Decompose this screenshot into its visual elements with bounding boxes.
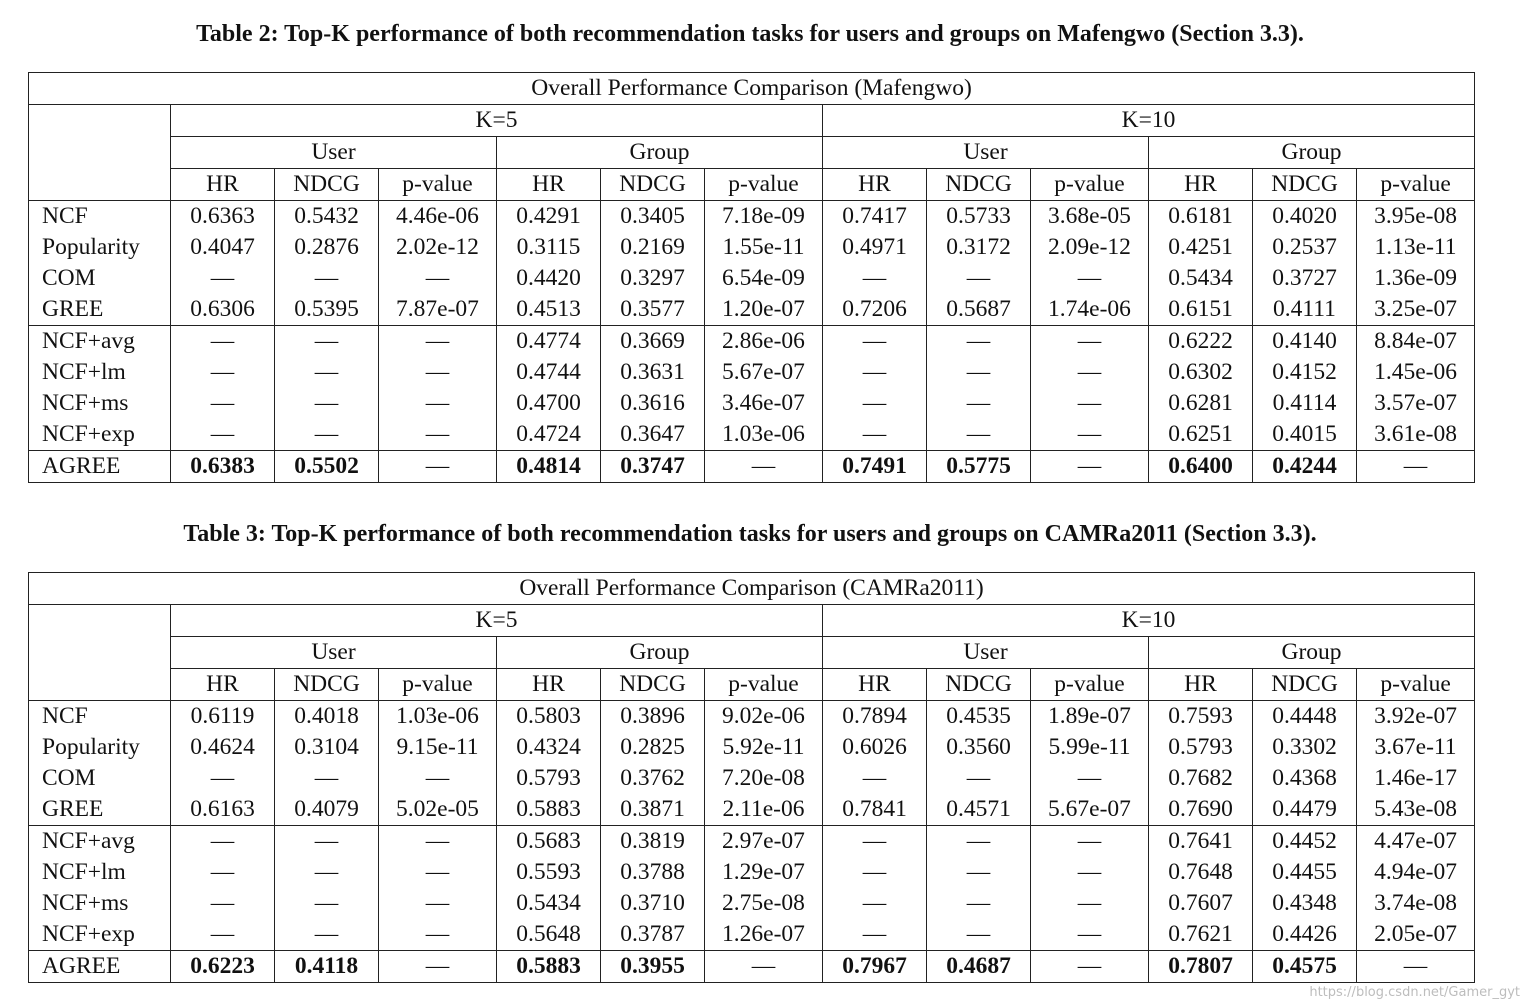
metric-header: NDCG (927, 669, 1031, 701)
table-row (29, 763, 1475, 794)
table-row (29, 919, 1475, 951)
table-cell: 1.26e-07 (705, 919, 823, 951)
table-row (29, 201, 1475, 233)
table-row (29, 326, 1475, 358)
task-header: User (171, 137, 497, 169)
table-cell: 0.3762 (601, 763, 705, 794)
table-cell: 2.11e-06 (705, 794, 823, 826)
table-row (29, 294, 1475, 326)
table-cell: 0.4114 (1253, 388, 1357, 419)
table-cell: — (171, 419, 275, 451)
table-cell: — (379, 326, 497, 358)
table-cell: 0.3631 (601, 357, 705, 388)
table-cell: — (1031, 357, 1149, 388)
table-cell: — (823, 357, 927, 388)
table-cell: — (927, 763, 1031, 794)
table-cell: 0.7621 (1149, 919, 1253, 951)
table-cell: — (1031, 857, 1149, 888)
table-cell: 0.3788 (601, 857, 705, 888)
table-cell: — (379, 826, 497, 858)
task-header: User (171, 637, 497, 669)
table-row (29, 263, 1475, 294)
task-header: Group (1149, 637, 1475, 669)
table-cell: 0.3302 (1253, 732, 1357, 763)
table-row (29, 451, 1475, 483)
table-cell: — (823, 419, 927, 451)
table-cell: — (1357, 451, 1475, 483)
table-cell: 1.45e-06 (1357, 357, 1475, 388)
table-cell: 0.7641 (1149, 826, 1253, 858)
table-cell: — (823, 263, 927, 294)
table-cell: — (379, 951, 497, 983)
table-cell: 0.4079 (275, 794, 379, 826)
table-cell: 0.4420 (497, 263, 601, 294)
table-cell: 0.3104 (275, 732, 379, 763)
table-cell: — (1031, 326, 1149, 358)
table-cell: 0.4324 (497, 732, 601, 763)
table-cell: — (171, 357, 275, 388)
table-cell: 0.4724 (497, 419, 601, 451)
table-cell: 2.75e-08 (705, 888, 823, 919)
table-cell: 0.6163 (171, 794, 275, 826)
table-cell: 0.4018 (275, 701, 379, 733)
table-cell: 0.6383 (171, 451, 275, 483)
metric-header: NDCG (1253, 169, 1357, 201)
table-cell: 0.3616 (601, 388, 705, 419)
table-cell: 0.2169 (601, 232, 705, 263)
table-cell: 0.4244 (1253, 451, 1357, 483)
method-name: NCF+ms (29, 388, 171, 419)
table-row (29, 232, 1475, 263)
table-cell: — (927, 419, 1031, 451)
table-cell: 0.7967 (823, 951, 927, 983)
table-cell: 0.4513 (497, 294, 601, 326)
table-cell: 5.67e-07 (705, 357, 823, 388)
table-cell: — (275, 388, 379, 419)
table-cell: — (379, 388, 497, 419)
table-cell: — (1031, 951, 1149, 983)
table-cell: 0.3787 (601, 919, 705, 951)
table-row (29, 857, 1475, 888)
table-cell: — (275, 888, 379, 919)
table-cell: 0.3955 (601, 951, 705, 983)
table-cell: 0.3727 (1253, 263, 1357, 294)
metric-header: HR (171, 669, 275, 701)
table-cell: 1.74e-06 (1031, 294, 1149, 326)
table-cell: 0.7682 (1149, 763, 1253, 794)
table-cell: — (275, 326, 379, 358)
method-name: GREE (29, 794, 171, 826)
task-header: User (823, 137, 1149, 169)
table-cell: 1.89e-07 (1031, 701, 1149, 733)
table-cell: 0.6306 (171, 294, 275, 326)
table-cell: — (823, 388, 927, 419)
table-cell: 0.4455 (1253, 857, 1357, 888)
metric-header: p-value (379, 169, 497, 201)
task-header: Group (497, 637, 823, 669)
table-cell: 2.97e-07 (705, 826, 823, 858)
table-cell: 3.74e-08 (1357, 888, 1475, 919)
method-name: COM (29, 263, 171, 294)
watermark: https://blog.csdn.net/Gamer_gyt (1309, 985, 1520, 1000)
table-cell: 0.5883 (497, 951, 601, 983)
table-cell: — (171, 263, 275, 294)
table-cell: 1.46e-17 (1357, 763, 1475, 794)
table-cell: — (379, 888, 497, 919)
table-cell: 0.7607 (1149, 888, 1253, 919)
metric-header: NDCG (275, 169, 379, 201)
table-cell: 7.18e-09 (705, 201, 823, 233)
table-cell: — (927, 857, 1031, 888)
metric-header: NDCG (275, 669, 379, 701)
table-title: Overall Performance Comparison (CAMRa2011) (29, 573, 1475, 605)
table-cell: 0.3172 (927, 232, 1031, 263)
table-cell: 0.4368 (1253, 763, 1357, 794)
table-cell: 0.7417 (823, 201, 927, 233)
table-cell: 0.4118 (275, 951, 379, 983)
table-cell: — (823, 763, 927, 794)
table-cell: 4.94e-07 (1357, 857, 1475, 888)
table-cell: — (1357, 951, 1475, 983)
table-cell: — (927, 388, 1031, 419)
header-corner (29, 605, 171, 701)
table-row (29, 951, 1475, 983)
table-cell: — (379, 763, 497, 794)
metric-header: p-value (1357, 669, 1475, 701)
table-cell: — (171, 326, 275, 358)
table-cell: 0.3747 (601, 451, 705, 483)
table-row (29, 732, 1475, 763)
metric-header: NDCG (927, 169, 1031, 201)
table-cell: 2.86e-06 (705, 326, 823, 358)
table-cell: 3.68e-05 (1031, 201, 1149, 233)
table-cell: — (927, 326, 1031, 358)
table-cell: 3.67e-11 (1357, 732, 1475, 763)
table-cell: — (275, 419, 379, 451)
table-cell: 0.4251 (1149, 232, 1253, 263)
table-cell: — (379, 857, 497, 888)
table-cell: — (379, 357, 497, 388)
table-cell: 0.3577 (601, 294, 705, 326)
table-cell: — (1031, 919, 1149, 951)
method-name: NCF+ms (29, 888, 171, 919)
task-header: User (823, 637, 1149, 669)
method-name: AGREE (29, 951, 171, 983)
table-cell: 6.54e-09 (705, 263, 823, 294)
method-name: NCF+exp (29, 919, 171, 951)
table-cell: 1.36e-09 (1357, 263, 1475, 294)
table-cell: 1.29e-07 (705, 857, 823, 888)
table-cell: 0.4624 (171, 732, 275, 763)
table-cell: 0.7593 (1149, 701, 1253, 733)
table-cell: 0.6251 (1149, 419, 1253, 451)
metric-header: p-value (1031, 169, 1149, 201)
method-name: Popularity (29, 232, 171, 263)
table-cell: 0.3871 (601, 794, 705, 826)
table-row (29, 794, 1475, 826)
table-row (29, 701, 1475, 733)
table-cell: 0.5648 (497, 919, 601, 951)
k-header: K=10 (823, 105, 1475, 137)
method-name: COM (29, 763, 171, 794)
metric-header: NDCG (601, 669, 705, 701)
table-cell: — (823, 919, 927, 951)
table-cell: — (171, 763, 275, 794)
method-name: NCF+lm (29, 857, 171, 888)
table-cell: — (927, 888, 1031, 919)
table-cell: — (379, 451, 497, 483)
table-cell: 0.5683 (497, 826, 601, 858)
table-cell: — (927, 263, 1031, 294)
table-row (29, 357, 1475, 388)
table-cell: — (823, 826, 927, 858)
method-name: Popularity (29, 732, 171, 763)
table-cell: 0.2537 (1253, 232, 1357, 263)
table-cell: 1.03e-06 (705, 419, 823, 451)
table-cell: — (823, 888, 927, 919)
table-cell: — (1031, 388, 1149, 419)
table-cell: — (1031, 419, 1149, 451)
metric-header: HR (823, 169, 927, 201)
table-cell: 0.5733 (927, 201, 1031, 233)
table-cell: — (171, 388, 275, 419)
table-cell: 0.4687 (927, 951, 1031, 983)
table-cell: 0.3669 (601, 326, 705, 358)
table-cell: 1.03e-06 (379, 701, 497, 733)
table-cell: 0.4111 (1253, 294, 1357, 326)
table-cell: 0.6281 (1149, 388, 1253, 419)
table-cell: 0.5593 (497, 857, 601, 888)
metric-header: HR (497, 169, 601, 201)
table-cell: — (275, 763, 379, 794)
table-cell: 4.47e-07 (1357, 826, 1475, 858)
method-name: NCF+lm (29, 357, 171, 388)
table-cell: 2.02e-12 (379, 232, 497, 263)
table-cell: 0.7690 (1149, 794, 1253, 826)
table-cell: — (379, 263, 497, 294)
table-row (29, 888, 1475, 919)
table-cell: — (275, 263, 379, 294)
table-cell: 0.7894 (823, 701, 927, 733)
method-name: NCF+avg (29, 326, 171, 358)
method-name: NCF (29, 701, 171, 733)
table-cell: 5.99e-11 (1031, 732, 1149, 763)
table-cell: — (927, 919, 1031, 951)
table-cell: 0.7206 (823, 294, 927, 326)
table-cell: 0.3297 (601, 263, 705, 294)
table-cell: 0.4426 (1253, 919, 1357, 951)
table-cell: 0.2825 (601, 732, 705, 763)
table-cell: 0.6222 (1149, 326, 1253, 358)
table-cell: 4.46e-06 (379, 201, 497, 233)
table-cell: 0.4291 (497, 201, 601, 233)
table-cell: 0.4700 (497, 388, 601, 419)
table-cell: 0.4744 (497, 357, 601, 388)
table-cell: 0.4047 (171, 232, 275, 263)
table-row (29, 388, 1475, 419)
table-cell: 0.6181 (1149, 201, 1253, 233)
metric-header: p-value (1357, 169, 1475, 201)
table-cell: — (171, 888, 275, 919)
metric-header: p-value (379, 669, 497, 701)
table-cell: 0.6302 (1149, 357, 1253, 388)
table-cell: — (705, 451, 823, 483)
table-cell: — (275, 826, 379, 858)
table-cell: 0.3647 (601, 419, 705, 451)
table-cell: 0.4575 (1253, 951, 1357, 983)
table-cell: 0.5687 (927, 294, 1031, 326)
table-cell: 0.6151 (1149, 294, 1253, 326)
table-cell: — (379, 919, 497, 951)
table-cell: — (1031, 451, 1149, 483)
table-cell: 0.7807 (1149, 951, 1253, 983)
table-cell: 0.3405 (601, 201, 705, 233)
table-title: Overall Performance Comparison (Mafengwo) (29, 73, 1475, 105)
task-header: Group (1149, 137, 1475, 169)
table-cell: 0.5803 (497, 701, 601, 733)
table-cell: 0.5395 (275, 294, 379, 326)
k-header: K=5 (171, 605, 823, 637)
metric-header: HR (497, 669, 601, 701)
header-corner (29, 105, 171, 201)
table-cell: — (275, 357, 379, 388)
table-cell: 9.02e-06 (705, 701, 823, 733)
table-cell: — (823, 857, 927, 888)
table-cell: 1.13e-11 (1357, 232, 1475, 263)
table-cell: 0.4479 (1253, 794, 1357, 826)
table-cell: — (1031, 263, 1149, 294)
table-cell: 0.5502 (275, 451, 379, 483)
table-cell: — (927, 357, 1031, 388)
table-cell: 0.3710 (601, 888, 705, 919)
table-cell: 0.6363 (171, 201, 275, 233)
table-cell: 0.4348 (1253, 888, 1357, 919)
table-cell: 0.4774 (497, 326, 601, 358)
table-cell: — (275, 857, 379, 888)
table-cell: 0.3819 (601, 826, 705, 858)
metric-header: HR (1149, 669, 1253, 701)
method-name: NCF (29, 201, 171, 233)
table-cell: 0.4452 (1253, 826, 1357, 858)
method-name: NCF+exp (29, 419, 171, 451)
metric-header: p-value (705, 669, 823, 701)
table-cell: 0.3896 (601, 701, 705, 733)
table-3 (28, 572, 1475, 983)
table-cell: 5.02e-05 (379, 794, 497, 826)
table-cell: 0.6119 (171, 701, 275, 733)
table-cell: 0.7841 (823, 794, 927, 826)
table-cell: 7.20e-08 (705, 763, 823, 794)
table-cell: 2.05e-07 (1357, 919, 1475, 951)
table-cell: 3.46e-07 (705, 388, 823, 419)
table-cell: — (705, 951, 823, 983)
method-name: NCF+avg (29, 826, 171, 858)
table-cell: 0.3560 (927, 732, 1031, 763)
table-cell: 0.4971 (823, 232, 927, 263)
table-cell: 0.6026 (823, 732, 927, 763)
table-3-caption: Table 3: Top-K performance of both recommendation tasks for users and groups on CAMRa2011 (Section 3.3). (183, 521, 1317, 547)
table-cell: 3.57e-07 (1357, 388, 1475, 419)
metric-header: NDCG (601, 169, 705, 201)
table-cell: 5.92e-11 (705, 732, 823, 763)
table-cell: 0.5434 (497, 888, 601, 919)
metric-header: NDCG (1253, 669, 1357, 701)
table-cell: — (171, 857, 275, 888)
method-name: AGREE (29, 451, 171, 483)
k-header: K=5 (171, 105, 823, 137)
table-cell: — (823, 326, 927, 358)
table-cell: 0.5793 (1149, 732, 1253, 763)
table-row (29, 419, 1475, 451)
table-cell: — (1031, 826, 1149, 858)
table-cell: 0.4015 (1253, 419, 1357, 451)
table-cell: 0.4535 (927, 701, 1031, 733)
k-header: K=10 (823, 605, 1475, 637)
table-cell: — (171, 919, 275, 951)
table-cell: 3.25e-07 (1357, 294, 1475, 326)
table-cell: 0.6400 (1149, 451, 1253, 483)
table-2 (28, 72, 1475, 483)
table-cell: 0.5883 (497, 794, 601, 826)
table-cell: 0.4152 (1253, 357, 1357, 388)
table-cell: 0.4814 (497, 451, 601, 483)
table-cell: 8.84e-07 (1357, 326, 1475, 358)
table-cell: — (927, 826, 1031, 858)
table-cell: 0.4571 (927, 794, 1031, 826)
table-cell: 0.7648 (1149, 857, 1253, 888)
metric-header: HR (1149, 169, 1253, 201)
table-cell: 0.4140 (1253, 326, 1357, 358)
table-cell: 0.5775 (927, 451, 1031, 483)
table-cell: 1.55e-11 (705, 232, 823, 263)
method-name: GREE (29, 294, 171, 326)
table-cell: 0.5434 (1149, 263, 1253, 294)
table-cell: 0.5793 (497, 763, 601, 794)
table-cell: — (275, 919, 379, 951)
table-cell: 1.20e-07 (705, 294, 823, 326)
metric-header: HR (171, 169, 275, 201)
table-cell: — (171, 826, 275, 858)
table-cell: 9.15e-11 (379, 732, 497, 763)
table-cell: 7.87e-07 (379, 294, 497, 326)
table-cell: 0.7491 (823, 451, 927, 483)
table-cell: 2.09e-12 (1031, 232, 1149, 263)
table-cell: 3.61e-08 (1357, 419, 1475, 451)
table-cell: 0.4448 (1253, 701, 1357, 733)
metric-header: p-value (705, 169, 823, 201)
table-cell: 0.3115 (497, 232, 601, 263)
table-cell: 3.95e-08 (1357, 201, 1475, 233)
table-cell: — (1031, 888, 1149, 919)
table-cell: — (1031, 763, 1149, 794)
table-cell: 0.4020 (1253, 201, 1357, 233)
table-cell: 0.2876 (275, 232, 379, 263)
table-row (29, 826, 1475, 858)
table-cell: 0.5432 (275, 201, 379, 233)
table-cell: — (379, 419, 497, 451)
metric-header: HR (823, 669, 927, 701)
table-cell: 5.43e-08 (1357, 794, 1475, 826)
table-cell: 3.92e-07 (1357, 701, 1475, 733)
metric-header: p-value (1031, 669, 1149, 701)
task-header: Group (497, 137, 823, 169)
table-cell: 0.6223 (171, 951, 275, 983)
table-cell: 5.67e-07 (1031, 794, 1149, 826)
table-2-caption: Table 2: Top-K performance of both recommendation tasks for users and groups on Mafengwo (Section 3.3). (196, 21, 1304, 47)
